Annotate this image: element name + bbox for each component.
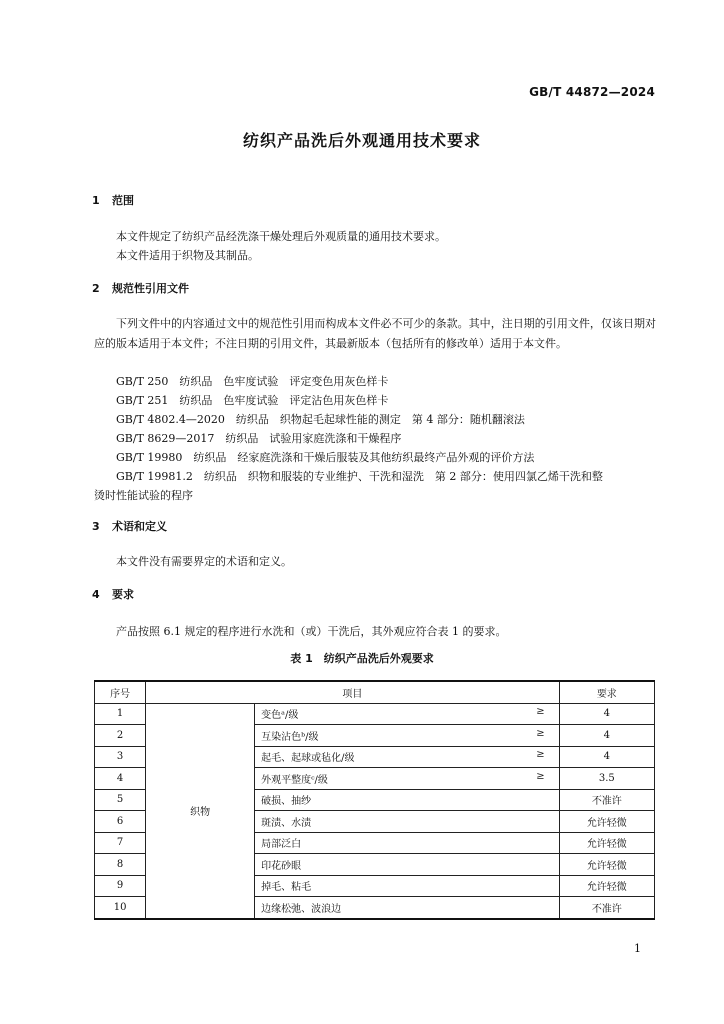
row-index: 5 bbox=[95, 789, 146, 811]
section-3-heading bbox=[92, 518, 167, 534]
row-item bbox=[255, 768, 560, 790]
row-item bbox=[255, 725, 560, 747]
row-requirement: 4 bbox=[559, 725, 654, 747]
row-item bbox=[255, 854, 560, 876]
section-number: 1 bbox=[92, 194, 100, 207]
row-requirement: 允许轻微 bbox=[559, 811, 654, 833]
row-requirement: 允许轻微 bbox=[559, 832, 654, 854]
item-label: 掉毛、粘毛 bbox=[261, 882, 312, 894]
row-item bbox=[255, 703, 560, 725]
item-label: 变色ᵃ/级 bbox=[261, 710, 299, 722]
row-item bbox=[255, 811, 560, 833]
standard-code: GB/T 44872—2024 bbox=[529, 85, 655, 99]
section-number: 3 bbox=[92, 520, 100, 533]
row-item bbox=[255, 746, 560, 768]
section-3-paragraph: 本文件没有需要界定的术语和定义。 bbox=[116, 555, 292, 568]
reference-item: GB/T 251 纺织品 色牢度试验 评定沾色用灰色样卡 bbox=[116, 394, 389, 407]
row-item bbox=[255, 875, 560, 897]
section-1-paragraph-1: 本文件规定了纺织产品经洗涤干燥处理后外观质量的通用技术要求。 bbox=[116, 230, 446, 243]
table-header-row bbox=[95, 681, 655, 703]
row-item bbox=[255, 832, 560, 854]
row-item bbox=[255, 789, 560, 811]
item-operator: ≥ bbox=[536, 727, 545, 739]
section-2-intro: 下列文件中的内容通过文中的规范性引用而构成本文件必不可少的条款。其中，注日期的引用文件，仅该日期对应的版本适用于本文件；不注日期的引用文件，其最新版本（包括所有的修改单）适用于本文件。 bbox=[94, 317, 656, 350]
item-label: 破损、抽纱 bbox=[261, 796, 312, 808]
reference-item: GB/T 250 纺织品 色牢度试验 评定变色用灰色样卡 bbox=[116, 375, 389, 388]
row-requirement: 允许轻微 bbox=[559, 875, 654, 897]
row-index: 4 bbox=[95, 768, 146, 790]
header-requirement: 要求 bbox=[559, 681, 654, 703]
table-caption: 表 1 纺织产品洗后外观要求 bbox=[290, 652, 434, 665]
row-requirement: 允许轻微 bbox=[559, 854, 654, 876]
category-cell: 织物 bbox=[146, 703, 255, 919]
row-index: 8 bbox=[95, 854, 146, 876]
item-label: 互染沾色ᵇ/级 bbox=[261, 731, 319, 743]
item-label: 边缘松弛、波浪边 bbox=[261, 903, 342, 915]
section-4-paragraph: 产品按照 6.1 规定的程序进行水洗和（或）干洗后，其外观应符合表 1 的要求。 bbox=[116, 625, 507, 638]
table-row bbox=[95, 703, 655, 725]
row-index: 2 bbox=[95, 725, 146, 747]
reference-item: GB/T 19980 纺织品 经家庭洗涤和干燥后服装及其他纺织最终产品外观的评价方法 bbox=[116, 451, 535, 464]
section-title: 术语和定义 bbox=[112, 520, 167, 533]
row-requirement: 不准许 bbox=[559, 789, 654, 811]
item-operator: ≥ bbox=[536, 749, 545, 761]
section-number: 4 bbox=[92, 588, 100, 601]
section-number: 2 bbox=[92, 282, 100, 295]
reference-item-continuation: 烫时性能试验的程序 bbox=[94, 489, 193, 502]
reference-item: GB/T 8629—2017 纺织品 试验用家庭洗涤和干燥程序 bbox=[116, 432, 402, 445]
section-1-paragraph-2: 本文件适用于织物及其制品。 bbox=[116, 249, 259, 262]
section-2-heading bbox=[92, 280, 189, 296]
reference-item: GB/T 4802.4—2020 纺织品 织物起毛起球性能的测定 第 4 部分：随机翻滚法 bbox=[116, 413, 525, 426]
item-label: 局部泛白 bbox=[261, 839, 302, 851]
row-requirement: 4 bbox=[559, 746, 654, 768]
item-label: 斑渍、水渍 bbox=[261, 817, 312, 829]
row-index: 6 bbox=[95, 811, 146, 833]
header-index: 序号 bbox=[95, 681, 146, 703]
row-index: 10 bbox=[95, 897, 146, 919]
row-index: 1 bbox=[95, 703, 146, 725]
item-label: 印花砂眼 bbox=[261, 860, 302, 872]
row-requirement: 不准许 bbox=[559, 897, 654, 919]
item-operator: ≥ bbox=[536, 770, 545, 782]
header-item: 项目 bbox=[146, 681, 559, 703]
row-requirement: 3.5 bbox=[559, 768, 654, 790]
item-label: 外观平整度ᶜ/级 bbox=[261, 774, 328, 786]
row-index: 3 bbox=[95, 746, 146, 768]
section-title: 规范性引用文件 bbox=[112, 282, 189, 295]
page-number: 1 bbox=[634, 942, 641, 955]
document-title: 纺织产品洗后外观通用技术要求 bbox=[242, 131, 481, 150]
requirements-table bbox=[94, 680, 655, 920]
row-item bbox=[255, 897, 560, 919]
section-1-heading bbox=[92, 192, 134, 208]
row-requirement: 4 bbox=[559, 703, 654, 725]
section-4-heading bbox=[92, 586, 134, 602]
row-index: 9 bbox=[95, 875, 146, 897]
section-title: 范围 bbox=[112, 194, 134, 207]
row-index: 7 bbox=[95, 832, 146, 854]
item-operator: ≥ bbox=[536, 706, 545, 718]
reference-item: GB/T 19981.2 纺织品 织物和服装的专业维护、干洗和湿洗 第 2 部分：使用四氯乙烯干洗和整 bbox=[116, 470, 603, 483]
item-label: 起毛、起球或毡化/级 bbox=[261, 753, 355, 765]
section-title: 要求 bbox=[112, 588, 134, 601]
